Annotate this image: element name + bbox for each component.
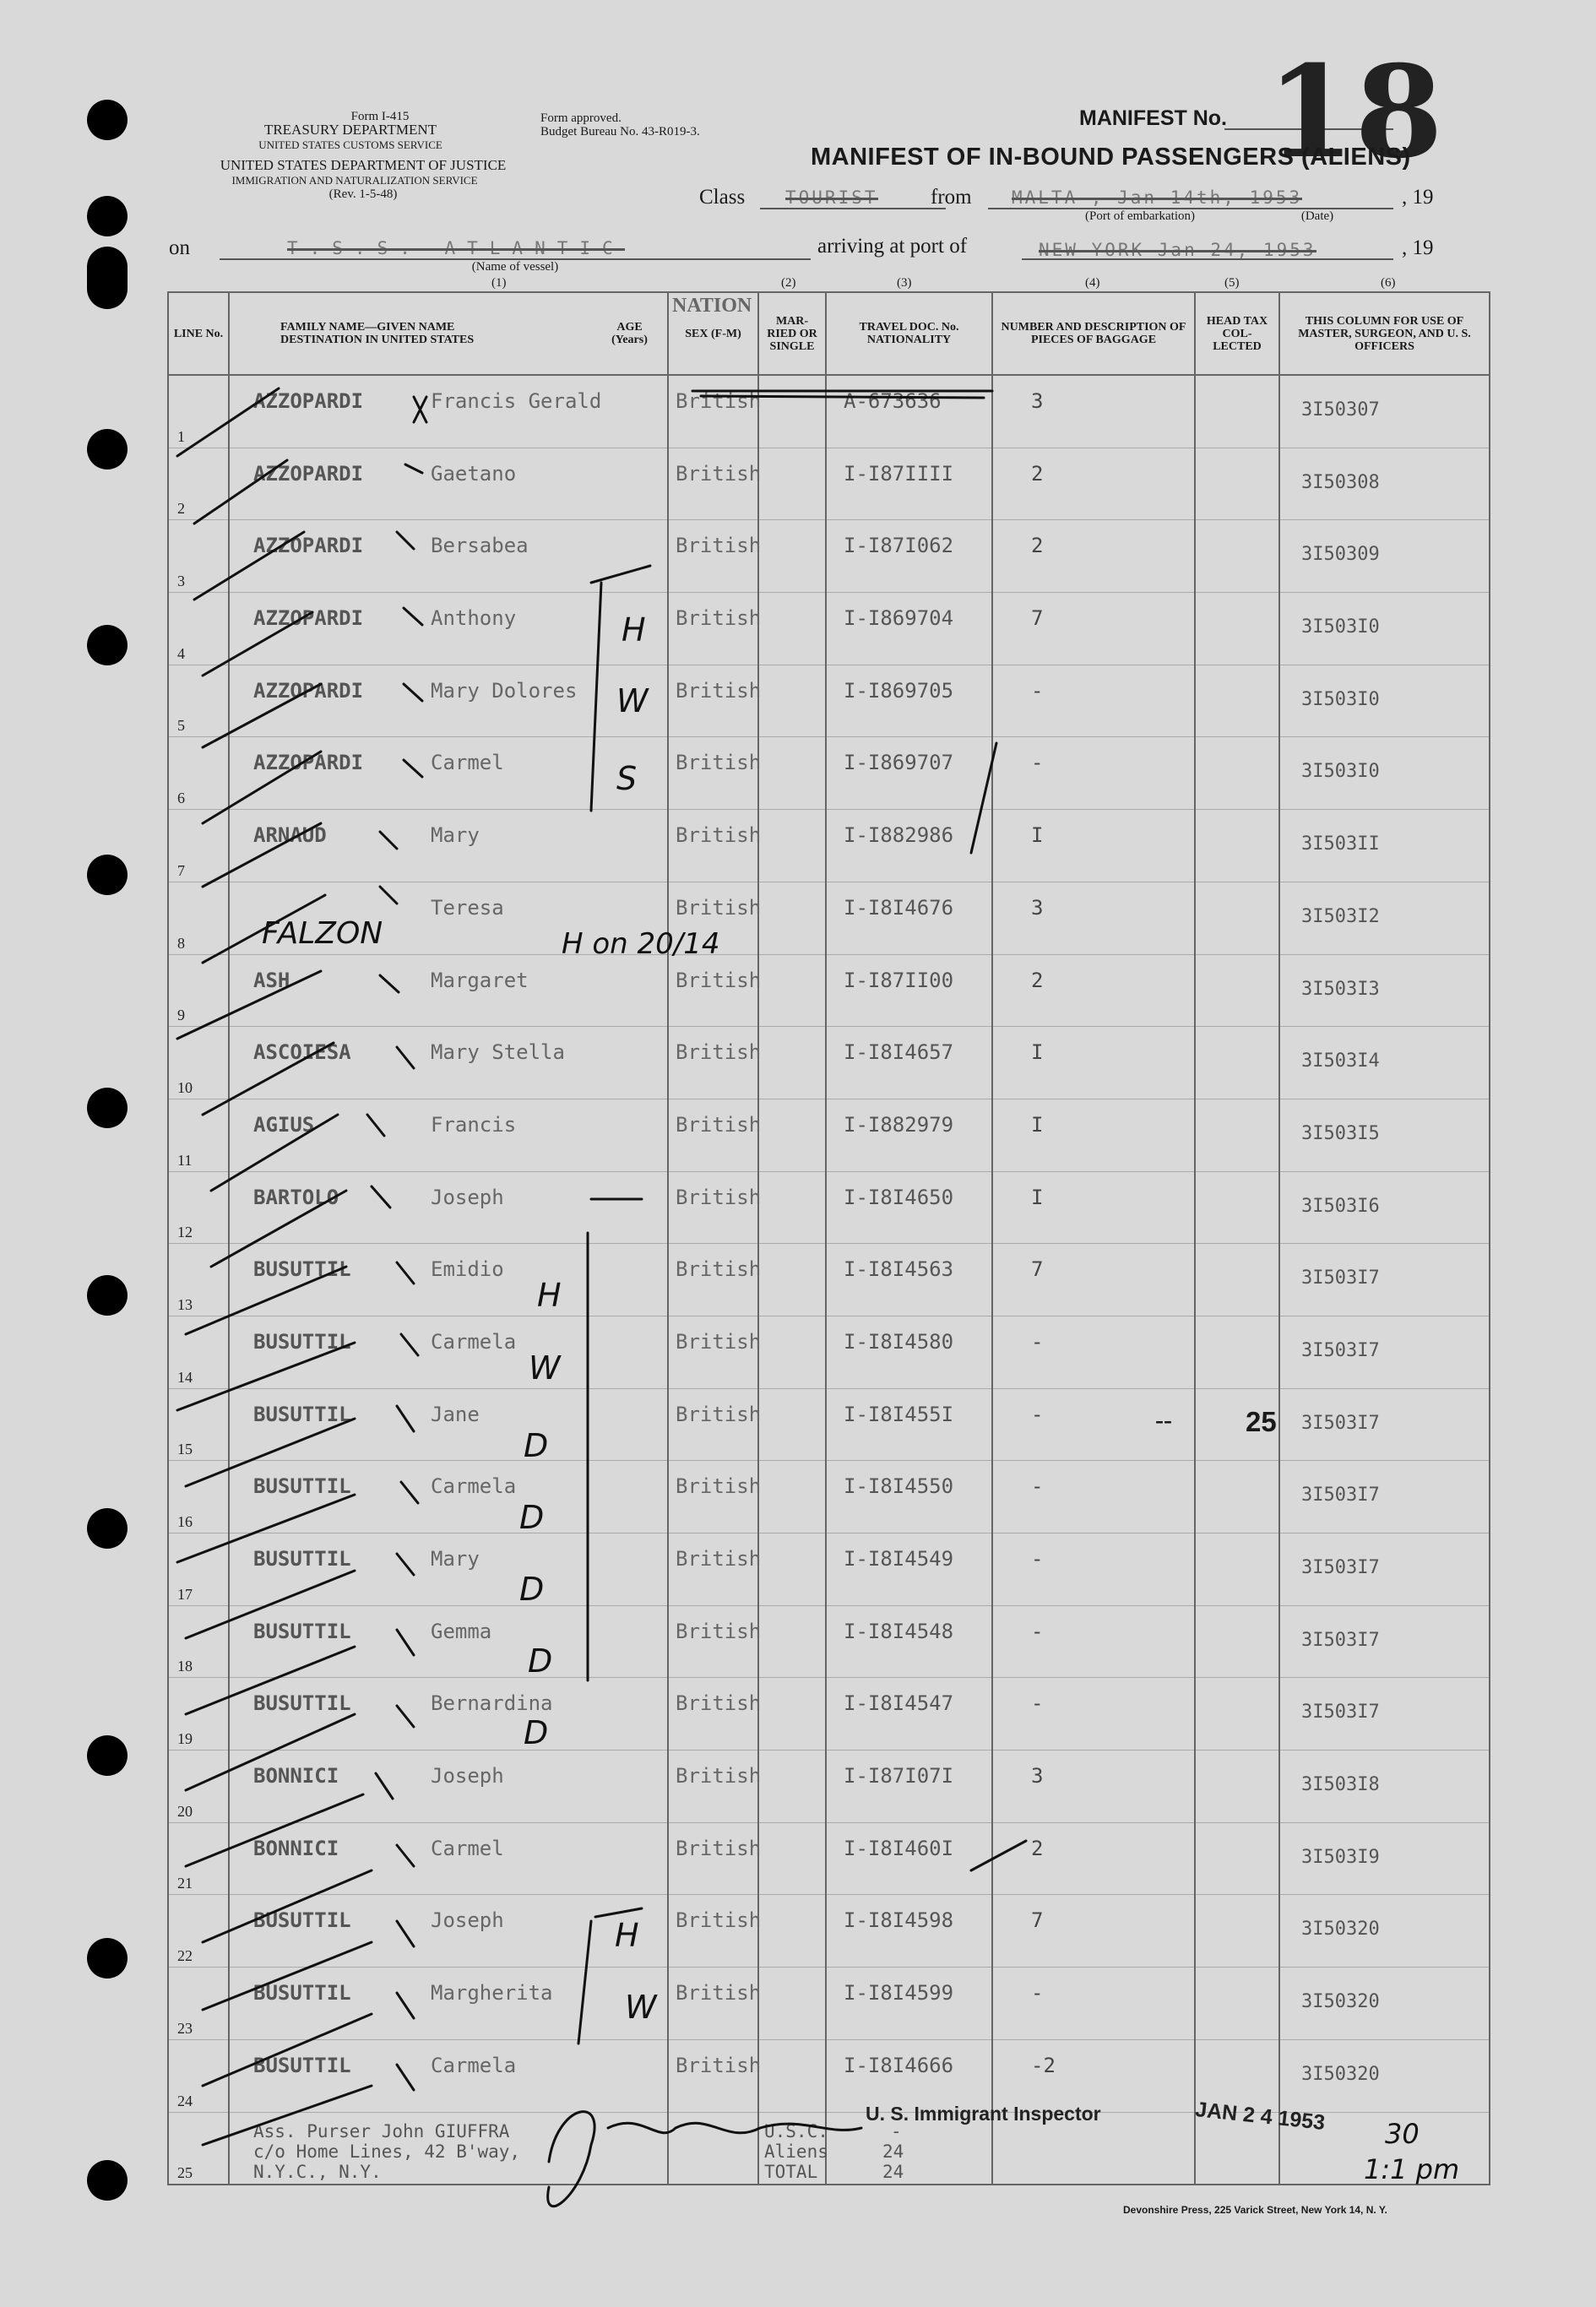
family-name: AZZOPARDI (253, 461, 364, 486)
family-name: ASCOIESA (253, 1040, 351, 1065)
given-name: Carmel (431, 751, 504, 775)
given-name: Gaetano (431, 461, 517, 486)
bracket-mark (578, 1199, 642, 2044)
baggage-count: - (1031, 1402, 1044, 1426)
travel-doc-number: I-I8I4549 (844, 1547, 954, 1571)
baggage-count: - (1031, 1981, 1044, 2006)
travel-doc-number: I-I8I4657 (844, 1040, 954, 1065)
family-name: BUSUTTIL (253, 1908, 351, 1933)
tick-mark (971, 743, 1026, 1870)
travel-doc-number: I-I869705 (844, 678, 954, 703)
header-nation-overlay: NATION (672, 295, 752, 317)
manifest-no-label: MANIFEST No. (1079, 106, 1227, 130)
revision: (Rev. 1-5-48) (328, 187, 398, 201)
travel-doc-number: I-I8I4666 (844, 2053, 954, 2077)
line-number: 19 (177, 1730, 193, 1748)
nationality: British (676, 895, 762, 920)
given-name: Anthony (431, 606, 517, 631)
nationality: British (676, 1402, 762, 1426)
baggage-count: 3 (1031, 895, 1044, 920)
purser-city: N.Y.C., N.Y. (253, 2162, 382, 2182)
inspector-stamp-date: JAN 2 4 1953 (1194, 2098, 1327, 2135)
travel-doc-number: I-I87I07I (844, 1764, 954, 1789)
ins-service: IMMIGRATION AND NATURALIZATION SERVICE (231, 174, 478, 187)
treasury-dept: TREASURY DEPARTMENT (263, 122, 437, 138)
vessel-name: T.S.S. ATLANTIC (287, 238, 625, 258)
port-caption: (Port of embarkation) (1085, 209, 1195, 223)
family-name: BUSUTTIL (253, 1619, 351, 1643)
family-name: ASH (253, 968, 290, 992)
family-name: AZZOPARDI (253, 389, 364, 413)
baggage-count: 2 (1031, 968, 1044, 992)
officer-code: 3I50320 (1301, 1919, 1380, 1941)
line-number: 9 (177, 1007, 185, 1024)
baggage-count: 7 (1031, 1257, 1044, 1282)
given-name: Carmela (431, 1329, 517, 1354)
travel-doc-number: I-I87IIII (844, 461, 954, 486)
officer-code: 3I503I6 (1301, 1195, 1380, 1217)
officer-code: 3I503I0 (1301, 761, 1380, 783)
handwritten-hon: H on 20/14 (562, 927, 720, 961)
annotation-d: D (524, 1714, 549, 1751)
given-name: Gemma (431, 1619, 492, 1643)
line-number: 20 (177, 1802, 193, 1820)
officer-code: 3I503I7 (1301, 1702, 1380, 1723)
given-name: Joseph (431, 1185, 504, 1209)
nationality: British (676, 678, 762, 703)
annotation-d: D (519, 1571, 545, 1608)
officer-code: 3I50320 (1301, 1991, 1380, 2013)
header-married: MAR- RIED OR SINGLE (758, 292, 826, 375)
baggage-count: - (1031, 1329, 1044, 1354)
line-number: 25 (177, 2164, 193, 2182)
line-number: 7 (177, 861, 185, 879)
nationality: British (676, 1474, 762, 1499)
travel-doc-number: I-I8I455I (844, 1402, 954, 1426)
bracket-mark (591, 566, 650, 811)
check-mark (177, 388, 372, 2145)
given-name: Emidio (431, 1257, 504, 1282)
baggage-count: - (1031, 1474, 1044, 1499)
header-travel-doc: TRAVEL DOC. No. NATIONALITY (826, 292, 992, 375)
given-name: Mary Dolores (431, 678, 578, 703)
officer-code: 3I503I8 (1301, 1774, 1380, 1796)
class-value: TOURIST (785, 187, 878, 208)
travel-doc-number: I-I8I4599 (844, 1981, 954, 2006)
given-name: Margherita (431, 1981, 553, 2006)
nationality: British (676, 1547, 762, 1571)
given-name: Joseph (431, 1764, 504, 1789)
baggage-count: 2 (1031, 461, 1044, 486)
officer-code: 3I503I0 (1301, 616, 1380, 638)
nationality: British (676, 2053, 762, 2077)
officer-code: 3I503I2 (1301, 905, 1380, 927)
officer-code: 3I50307 (1301, 399, 1380, 421)
line-number: 4 (177, 644, 185, 662)
line-number: 6 (177, 790, 185, 807)
column-number: (4) (1085, 276, 1100, 290)
line-number: 16 (177, 1513, 193, 1530)
from-value: MALTA , Jan 14th, 1953 (1012, 187, 1303, 208)
baggage-count: 3 (1031, 1764, 1044, 1789)
given-name: Bernardina (431, 1691, 553, 1716)
given-name: Margaret (431, 968, 529, 992)
travel-doc-number: A-673636 (844, 389, 942, 413)
year-label-1: , 19 (1402, 186, 1434, 209)
given-name: Bersabea (431, 534, 529, 558)
on-label: on (169, 236, 190, 259)
year-label-2: , 19 (1402, 236, 1434, 259)
manifest-number: 18 (1267, 38, 1443, 187)
nationality: British (676, 461, 762, 486)
line-number: 23 (177, 2019, 193, 2037)
baggage-count: I (1031, 1040, 1044, 1065)
nationality: British (676, 1908, 762, 1933)
officer-code: 3I503I4 (1301, 1050, 1380, 1072)
nationality: British (676, 1764, 762, 1789)
line-number: 3 (177, 573, 185, 590)
nationality: British (676, 1619, 762, 1643)
annotation-d: D (524, 1427, 549, 1464)
arriving-label: arriving at port of (817, 235, 968, 258)
nationality: British (676, 1691, 762, 1716)
given-name: Francis (431, 1112, 517, 1137)
family-name: BUSUTTIL (253, 1474, 351, 1499)
column-number: (6) (1381, 276, 1396, 290)
given-name: Mary (431, 1547, 480, 1571)
nationality: British (676, 1329, 762, 1354)
officer-code: 3I503I0 (1301, 688, 1380, 710)
line-number: 2 (177, 500, 185, 518)
usc-count: - (891, 2121, 902, 2141)
annotation-w: W (625, 1989, 657, 2026)
travel-doc-number: I-I8I4650 (844, 1185, 954, 1209)
travel-doc-number: I-I869704 (844, 606, 954, 631)
baggage-count: - (1031, 1547, 1044, 1571)
officer-code: 3I503I5 (1301, 1122, 1380, 1144)
baggage-count: I (1031, 1185, 1044, 1209)
baggage-count: - (1031, 678, 1044, 703)
header-name-text: FAMILY NAME—GIVEN NAME DESTINATION IN UNITED STATES (280, 321, 475, 346)
line-number: 11 (177, 1151, 193, 1169)
inspector-stamp: U. S. Immigrant Inspector (866, 2103, 1101, 2125)
family-name: BARTOLO (253, 1185, 339, 1209)
travel-doc-number: I-I8I4563 (844, 1257, 954, 1282)
budget-bureau: Budget Bureau No. 43-R019-3. (540, 125, 700, 138)
form-approved: Form approved. (540, 111, 622, 125)
line-number: 24 (177, 2092, 193, 2109)
line-number: 13 (177, 1295, 193, 1313)
arriving-value: NEW YORK Jan 24, 1953 (1039, 240, 1316, 260)
officer-code: 3I503I7 (1301, 1339, 1380, 1361)
officer-code: 3I503I7 (1301, 1557, 1380, 1578)
aliens-count: 24 (882, 2141, 904, 2162)
header-baggage: NUMBER AND DESCRIPTION OF PIECES OF BAGGAGE (992, 292, 1195, 375)
baggage-count: -2 (1031, 2053, 1056, 2077)
purser-name: Ass. Purser John GIUFFRA (253, 2121, 510, 2141)
family-name: BUSUTTIL (253, 1691, 351, 1716)
line-number: 15 (177, 1441, 193, 1458)
header-age: AGE (Years) (611, 321, 648, 346)
x-mark (367, 397, 426, 2090)
baggage-count: 2 (1031, 534, 1044, 558)
annotation-h: H (537, 1277, 562, 1314)
nationality: British (676, 1112, 762, 1137)
family-name: BUSUTTIL (253, 2053, 351, 2077)
family-name: AZZOPARDI (253, 751, 364, 775)
form-number: Form I-415 (350, 110, 410, 123)
nationality: British (676, 1185, 762, 1209)
aliens-label: Aliens (764, 2141, 828, 2162)
officer-code: 3I503I7 (1301, 1412, 1380, 1434)
nationality: British (676, 968, 762, 992)
annotation-d: D (528, 1642, 553, 1680)
travel-doc-number: I-I87II00 (844, 968, 954, 992)
travel-doc-number: I-I882979 (844, 1112, 954, 1137)
given-name: Carmel (431, 1836, 504, 1860)
nationality: British (676, 1981, 762, 2006)
header-head-tax: HEAD TAX COL- LECTED (1195, 292, 1279, 375)
family-name: BUSUTTIL (253, 1402, 351, 1426)
annotation-s: S (616, 760, 638, 797)
column-number: (2) (781, 276, 796, 290)
travel-doc-number: I-I8I4598 (844, 1908, 954, 1933)
usc-label: U.S.C. (764, 2121, 828, 2141)
travel-doc-number: I-I8I4550 (844, 1474, 954, 1499)
justice-dept: UNITED STATES DEPARTMENT OF JUSTICE (220, 157, 507, 173)
nationality: British (676, 389, 762, 413)
handwritten-time-pm: 1:1 pm (1364, 2153, 1460, 2185)
baggage-count: - (1031, 1691, 1044, 1716)
annotation-w: W (616, 682, 649, 719)
nationality: British (676, 823, 762, 848)
family-name: ARNAUD (253, 823, 327, 848)
given-name: Teresa (431, 895, 504, 920)
nationality: British (676, 1040, 762, 1065)
baggage-count: 7 (1031, 1908, 1044, 1933)
nationality: British (676, 1836, 762, 1860)
nationality: British (676, 1257, 762, 1282)
given-name: Joseph (431, 1908, 504, 1933)
column-number: (3) (897, 276, 912, 290)
family-name: BUSUTTIL (253, 1547, 351, 1571)
officer-code: 3I503I3 (1301, 978, 1380, 1000)
annotation-h: H (622, 611, 646, 649)
baggage-count: - (1031, 751, 1044, 775)
family-name: BONNICI (253, 1764, 339, 1789)
annotation-w: W (529, 1349, 561, 1387)
family-name: BUSUTTIL (253, 1329, 351, 1354)
officer-code: 3I503II (1301, 833, 1380, 855)
strike-through-mark (692, 391, 992, 398)
family-name: BUSUTTIL (253, 1257, 351, 1282)
annotation-d: D (519, 1499, 545, 1536)
date-caption: (Date) (1300, 209, 1334, 223)
nationality: British (676, 751, 762, 775)
line-number: 5 (177, 717, 185, 735)
nationality: British (676, 606, 762, 631)
family-name: AGIUS (253, 1112, 315, 1137)
family-name: BUSUTTIL (253, 1981, 351, 2006)
purser-address: c/o Home Lines, 42 B'way, (253, 2141, 521, 2162)
officer-code: 3I50309 (1301, 544, 1380, 566)
line-number: 17 (177, 1585, 193, 1603)
travel-doc-number: I-I882986 (844, 823, 954, 848)
line-number: 22 (177, 1947, 193, 1965)
printer-credit: Devonshire Press, 225 Varick Street, New York 14, N. Y. (1123, 2204, 1387, 2216)
travel-doc-number: I-I8I460I (844, 1836, 954, 1860)
baggage-count: I (1031, 1112, 1044, 1137)
officer-code: 3I503I7 (1301, 1629, 1380, 1651)
given-name: Mary (431, 823, 480, 848)
family-name: AZZOPARDI (253, 678, 364, 703)
manifest-title: MANIFEST OF IN-BOUND PASSENGERS (ALIENS) (811, 144, 1411, 171)
line-number: 8 (177, 934, 185, 952)
signature-mark (548, 2112, 861, 2207)
baggage-count: 3 (1031, 389, 1044, 413)
travel-doc-number: I-I869707 (844, 751, 954, 775)
given-name: Carmela (431, 2053, 517, 2077)
line-number: 10 (177, 1078, 193, 1096)
column-number: (5) (1224, 276, 1240, 290)
head-tax-dash: -- (1155, 1406, 1172, 1434)
officer-code: 3I50320 (1301, 2063, 1380, 2085)
line-number: 1 (177, 427, 185, 445)
handwritten-falzon: FALZON (262, 916, 383, 951)
head-tax-count: 25 (1246, 1406, 1277, 1437)
from-label: from (931, 186, 972, 209)
officer-code: 3I503I7 (1301, 1485, 1380, 1506)
annotation-h: H (615, 1917, 639, 1954)
baggage-count: 2 (1031, 1836, 1044, 1860)
customs-service: UNITED STATES CUSTOMS SERVICE (258, 138, 442, 151)
handwritten-time: 30 (1385, 2118, 1420, 2150)
class-label: Class (699, 186, 746, 209)
travel-doc-number: I-I8I4548 (844, 1619, 954, 1643)
given-name: Jane (431, 1402, 480, 1426)
officer-code: 3I503I9 (1301, 1846, 1380, 1868)
header-line-no: LINE No. (168, 292, 229, 375)
family-name: BONNICI (253, 1836, 339, 1860)
travel-doc-number: I-I87I062 (844, 534, 954, 558)
line-number: 18 (177, 1658, 193, 1675)
vessel-caption: (Name of vessel) (471, 260, 559, 274)
given-name: Carmela (431, 1474, 517, 1499)
header-officers: THIS COLUMN FOR USE OF MASTER, SURGEON, AND U. S. OFFICERS (1279, 292, 1490, 375)
nationality: British (676, 534, 762, 558)
given-name: Mary Stella (431, 1040, 565, 1065)
total-count: 24 (882, 2162, 904, 2182)
officer-code: 3I503I7 (1301, 1267, 1380, 1289)
travel-doc-number: I-I8I4676 (844, 895, 954, 920)
travel-doc-number: I-I8I4547 (844, 1691, 954, 1716)
family-name: AZZOPARDI (253, 534, 364, 558)
baggage-count: - (1031, 1619, 1044, 1643)
given-name: Francis Gerald (431, 389, 602, 413)
line-number: 21 (177, 1875, 193, 1892)
column-number: (1) (491, 276, 507, 290)
total-label: TOTAL (764, 2162, 818, 2182)
officer-code: 3I50308 (1301, 471, 1380, 493)
travel-doc-number: I-I8I4580 (844, 1329, 954, 1354)
line-number: 14 (177, 1368, 193, 1386)
line-number: 12 (177, 1224, 193, 1241)
header-sex-text: SEX (F-M) (685, 327, 741, 340)
baggage-count: I (1031, 823, 1044, 848)
family-name: AZZOPARDI (253, 606, 364, 631)
baggage-count: 7 (1031, 606, 1044, 631)
